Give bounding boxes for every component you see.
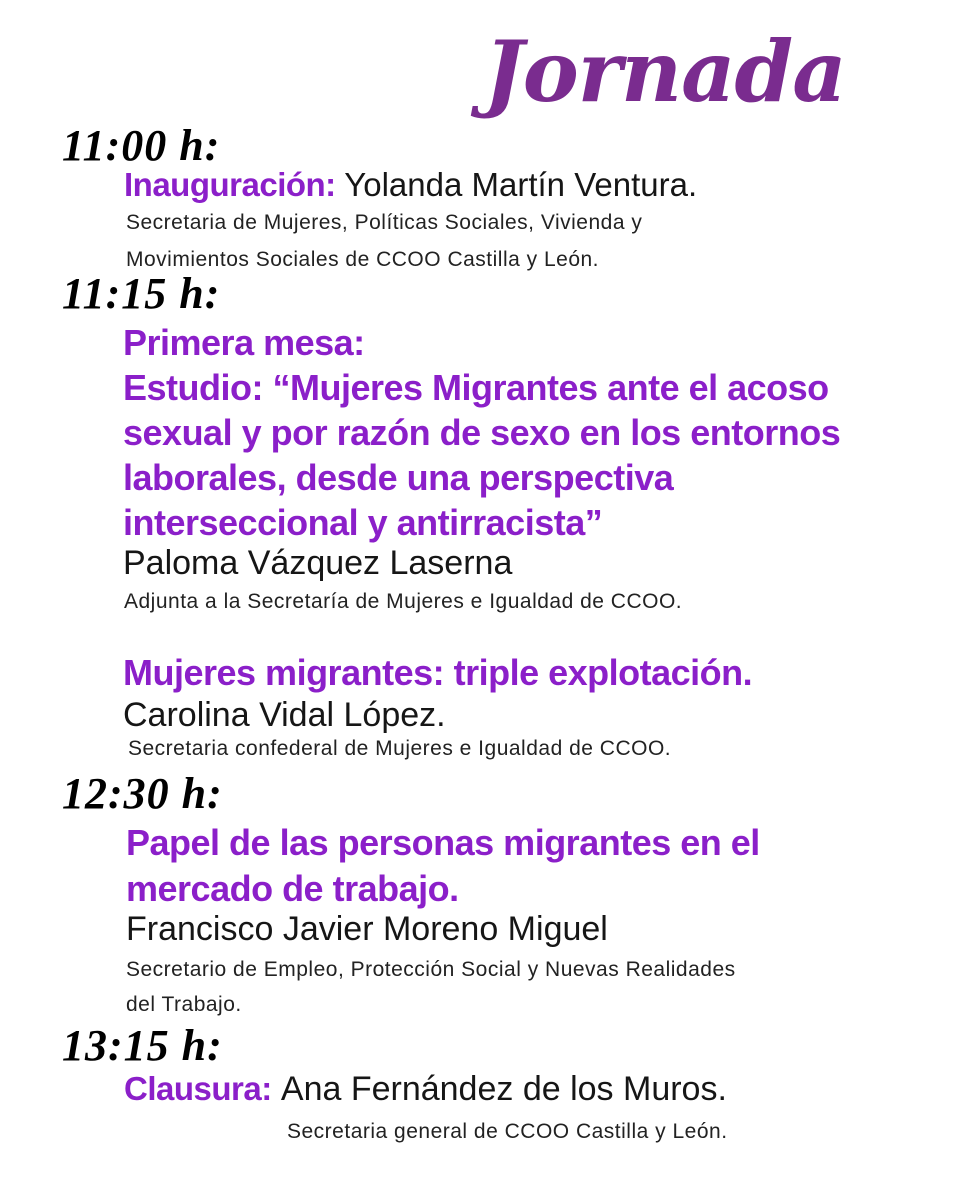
speaker-role: Adjunta a la Secretaría de Mujeres e Igualdad de CCOO.: [124, 590, 683, 613]
page-title: Jornada: [484, 22, 846, 121]
session-heading: laborales, desde una perspectiva: [123, 457, 674, 498]
speaker-role: Secretario de Empleo, Protección Social y Nuevas Realidades: [126, 958, 736, 981]
session-heading: mercado de trabajo.: [126, 868, 459, 909]
speaker-name: Paloma Vázquez Laserna: [123, 544, 513, 582]
time-1115: 11:15 h:: [62, 269, 221, 318]
speaker-role: Secretaria de Mujeres, Políticas Sociales, Vivienda y: [126, 211, 643, 234]
speaker-name: Ana Fernández de los Muros.: [280, 1070, 727, 1108]
speaker-role: Secretaria general de CCOO Castilla y León.: [287, 1120, 728, 1143]
speaker-name: Carolina Vidal López.: [123, 696, 446, 734]
speaker-role: Secretaria confederal de Mujeres e Igualdad de CCOO.: [128, 737, 672, 760]
talk-heading: Mujeres migrantes: triple explotación.: [123, 652, 753, 693]
speaker-name: Francisco Javier Moreno Miguel: [126, 910, 608, 948]
session-heading: sexual y por razón de sexo en los entornos: [123, 412, 841, 453]
closing-line: [124, 1070, 727, 1109]
session-heading: Estudio: “Mujeres Migrantes ante el acoso: [123, 367, 829, 408]
time-1230: 12:30 h:: [62, 769, 223, 818]
session-heading: interseccional y antirracista”: [123, 502, 603, 543]
session-heading: Primera mesa:: [123, 322, 365, 363]
speaker-name: Yolanda Martín Ventura.: [344, 166, 698, 203]
opening-line: [124, 166, 697, 204]
time-1100: 11:00 h:: [62, 121, 221, 170]
session-heading: Papel de las personas migrantes en el: [126, 822, 760, 863]
time-1315: 13:15 h:: [62, 1021, 223, 1070]
speaker-role: Movimientos Sociales de CCOO Castilla y León.: [126, 248, 600, 271]
inauguracion-label: Inauguración:: [124, 166, 336, 203]
clausura-label: Clausura:: [124, 1070, 272, 1107]
speaker-role: del Trabajo.: [126, 993, 242, 1016]
